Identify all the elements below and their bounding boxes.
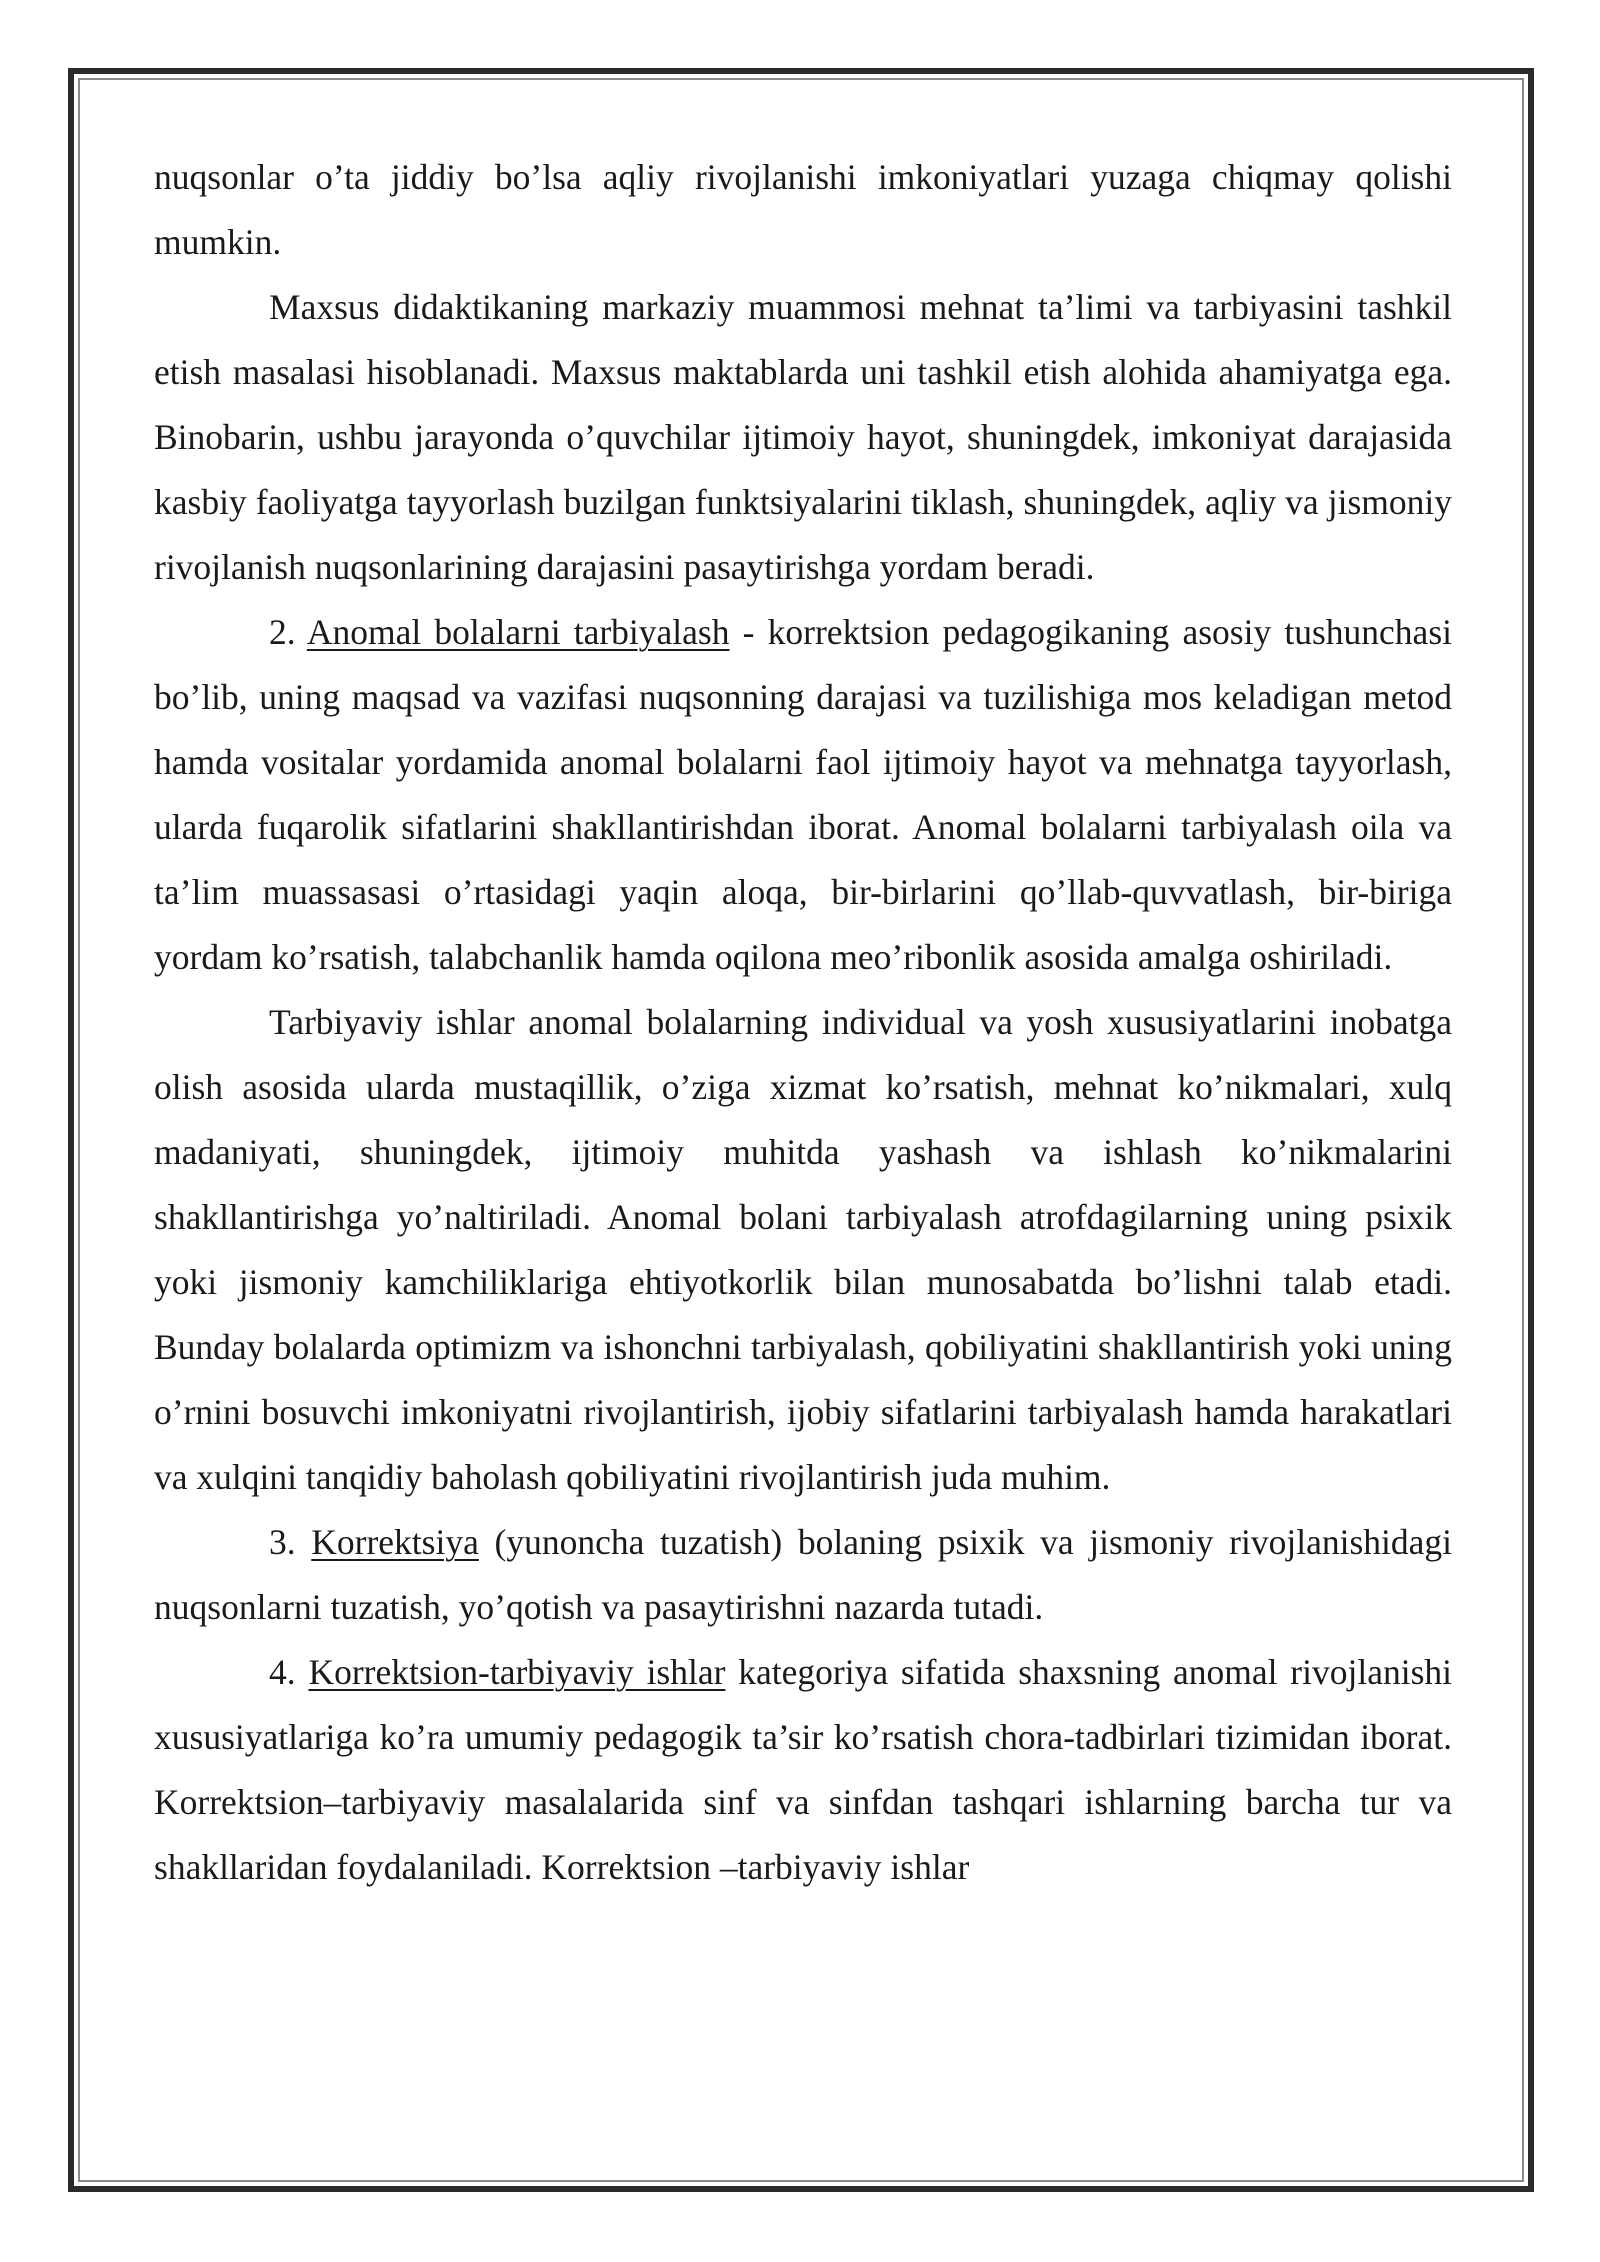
paragraph-text: (yunoncha tuzatish) bolaning psixik va jismoniy rivojlanishidagi nuqsonlarni tuzatish, yo’qotish va pasaytirishni nazarda tutadi. (154, 1522, 1453, 1627)
list-number: 4. (269, 1652, 296, 1692)
paragraph-4 (154, 990, 1452, 1510)
list-number: 2. (269, 612, 296, 652)
defined-term: Korrektsion-tarbiyaviy ishlar (308, 1652, 726, 1692)
paragraph-3-anomal-bolalarni-tarbiyalash (154, 600, 1452, 990)
paragraph-text: Tarbiyaviy ishlar anomal bolalarning individual va yosh xususiyatlarini inobatga olish asosida ularda mustaqillik, o’ziga xizmat ko’rsatish, mehnat ko’nikmalari, xulq madaniyati, shuningdek, ijtimoiy muhitda yashash va ishlash ko’nikmalarini shakllantirishga yo’naltiriladi. Anomal bolani tarbiyalash atrofdagilarning uning psixik yoki jismoniy kamchiliklariga ehtiyotkorlik bilan munosabatda bo’lishni talab etadi. Bunday bolalarda optimizm va ishonchni tarbiyalash, qobiliyatini shakllantirish yoki uning o’rnini bosuvchi imkoniyatni rivojlantirish, ijobiy sifatlarini tarbiyalash hamda harakatlari va xulqini tanqidiy baholash qobiliyatini rivojlantirish juda muhim. (154, 1002, 1452, 1497)
paragraph-1 (154, 145, 1452, 275)
paragraph-text: kategoriya sifatida shaxsning anomal rivojlanishi xususiyatlariga ko’ra umumiy pedagogik ta’sir ko’rsatish chora-tadbirlari tizimidan iborat. Korrektsion–tarbiyaviy masalalarida sinf va sinfdan tashqari ishlarning barcha tur va shakllaridan foydalaniladi. Korrektsion –tarbiyaviy ishlar (154, 1652, 1453, 1887)
paragraph-text: nuqsonlar o’ta jiddiy bo’lsa aqliy rivojlanishi imkoniyatlari yuzaga chiqmay qolishi mumkin. (154, 157, 1452, 262)
list-number: 3. (269, 1522, 296, 1562)
defined-term: Korrektsiya (311, 1522, 479, 1562)
defined-term: Anomal bolalarni tarbiyalash (306, 612, 730, 652)
paragraph-6-korrektsion-tarbiyaviy-ishlar (154, 1640, 1452, 1900)
paragraph-text: - korrektsion pedagogikaning asosiy tushunchasi bo’lib, uning maqsad va vazifasi nuqsonning darajasi va tuzilishiga mos keladigan metod hamda vositalar yordamida anomal bolalarni faol ijtimoiy hayot va mehnatga tayyorlash, ularda fuqarolik sifatlarini shakllantirishdan iborat. Anomal bolalarni tarbiyalash oila va ta’lim muassasasi o’rtasidagi yaqin aloqa, bir-birlarini qo’llab-quvvatlash, bir-biriga yordam ko’rsatish, talabchanlik hamda oqilona meo’ribonlik asosida amalga oshiriladi. (154, 612, 1452, 977)
paragraph-text: Maxsus didaktikaning markaziy muammosi mehnat ta’limi va tarbiyasini tashkil etish masalasi hisoblanadi. Maxsus maktablarda uni tashkil etish alohida ahamiyatga ega. Binobarin, ushbu jarayonda o’quvchilar ijtimoiy hayot, shuningdek, imkoniyat darajasida kasbiy faoliyatga tayyorlash buzilgan funktsiyalarini tiklash, shuningdek, aqliy va jismoniy rivojlanish nuqsonlarining darajasini pasaytirishga yordam beradi. (154, 287, 1452, 587)
document-body (154, 145, 1452, 1900)
paragraph-2 (154, 275, 1452, 600)
paragraph-5-korrektsiya (154, 1510, 1452, 1640)
